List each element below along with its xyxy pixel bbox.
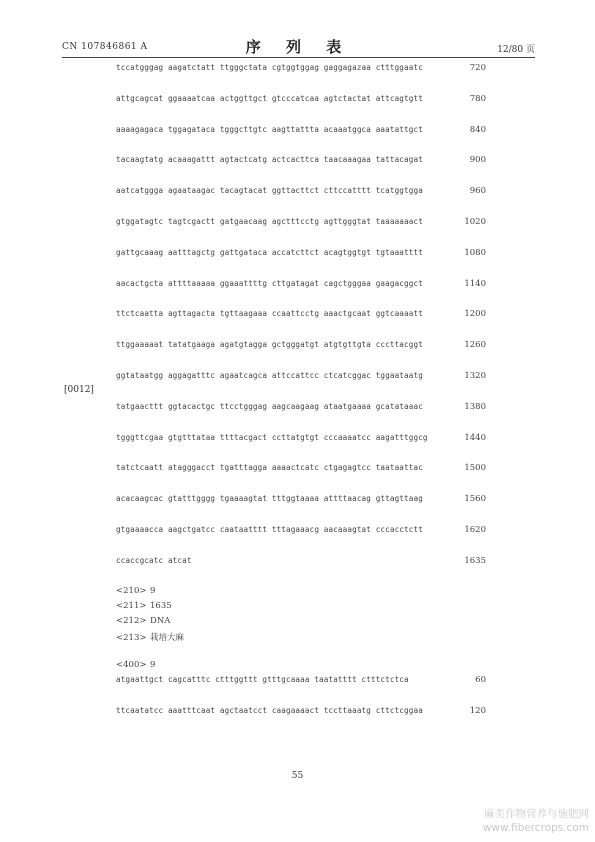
sequence-position: 1440 — [464, 432, 486, 443]
sequence-position: 60 — [475, 675, 486, 685]
sequence-text: attgcagcat ggaaaatcaa actggttgct gtcccatcaa agtctactat attcagtgtt — [116, 93, 423, 103]
sequence-text: aacactgcta attttaaaaa ggaaattttg cttgatagat cagctgggaa gaagacggct — [116, 278, 423, 288]
sequence-row — [116, 706, 486, 718]
meta-value: 9 — [150, 660, 156, 670]
sequence-text: aaaagagaca tggagataca tgggcttgtc aagttattta acaaatggca aaatattgct — [116, 124, 423, 134]
header-divider — [62, 57, 535, 58]
watermark — [483, 807, 589, 835]
sequence-row — [116, 155, 486, 167]
meta-tag: <211> — [116, 601, 147, 611]
sequence-position: 1620 — [464, 525, 486, 535]
meta-tag: <212> — [116, 616, 147, 626]
sequence-row — [116, 463, 486, 475]
meta-value: 1635 — [150, 601, 172, 611]
sequence-text: tatctcaatt atagggacct tgatttagga aaaactcatc ctgagagtcc taataattac — [116, 463, 423, 473]
sequence-position: 1380 — [464, 401, 486, 412]
meta-tag: <400> — [116, 660, 147, 670]
meta-row-210 — [116, 586, 155, 596]
sequence-text: ttcaatatcc aaatttcaat agctaatcct caagaaaact tccttaaatg cttctcggaa — [116, 706, 423, 715]
watermark-line-2: www.fibercrops.com — [482, 822, 589, 834]
sequence-position: 1140 — [464, 278, 486, 289]
sequence-row — [116, 433, 486, 445]
sequence-position: 1080 — [464, 247, 486, 258]
sequence-position: 960 — [469, 186, 486, 197]
sequence-position: 1260 — [464, 340, 486, 351]
sequence-position: 840 — [469, 124, 486, 135]
sequence-row — [116, 340, 486, 352]
sequence-row — [116, 63, 486, 75]
sequence-position: 900 — [469, 155, 486, 166]
sequence-row — [116, 309, 486, 321]
sequence-position: 780 — [469, 93, 486, 104]
meta-tag: <213> — [116, 633, 147, 643]
sequence-text: gtggatagtc tagtcgactt gatgaacaag agctttcctg agttgggtat taaaaaaact — [116, 217, 423, 226]
sequence-row — [116, 371, 486, 383]
sequence-text: aatcatggga agaataagac tacagtacat ggttacttct cttccatttt tcatggtgga — [116, 186, 423, 196]
page-counter: 12/80 页 — [497, 45, 535, 55]
sequence-row — [116, 186, 486, 198]
sequence-text: ttctcaatta agttagacta tgttaagaaa ccaattcctg aaactgcaat ggtcaaaatt — [116, 309, 423, 319]
sequence-position: 1635 — [464, 555, 486, 566]
sequence-row — [116, 279, 486, 291]
meta-value: 栽培大麻 — [150, 633, 185, 643]
sequence-position: 120 — [469, 706, 486, 716]
page-header — [62, 36, 535, 56]
sequence-text: tatgaacttt ggtacactgc ttcctgggag aagcaagaag ataatgaaaa gcatataaac — [116, 401, 423, 411]
sequence-row — [116, 402, 486, 414]
meta-value: 9 — [150, 586, 156, 596]
page-title: 序 列 表 — [245, 38, 352, 56]
sequence-text: tccatgggag aagatctatt ttgggctata cgtggtggag gaggagazaa ctttggaatc — [116, 63, 423, 72]
meta-tag: <210> — [116, 586, 147, 596]
page-number: 55 — [291, 771, 304, 781]
doc-number: CN 107846861 A — [62, 42, 148, 52]
sequence-text: ccaccgcatc atcat — [116, 555, 192, 565]
sequence-text: ggtataatgg aggagatttc agaatcagca attccattcc ctcatcggac tggaataatg — [116, 371, 423, 380]
sequence-row — [116, 125, 486, 137]
sequence-row — [116, 217, 486, 229]
meta-row-213 — [116, 631, 184, 643]
sequence-text: ttggaaaaat tatatgaaga agatgtagga gctgggatgt atgtgttgta cccttacggt — [116, 340, 423, 350]
sequence-text: tacaagtatg acaaagattt agtactcatg actcacttca taacaaagaa tattacagat — [116, 155, 423, 165]
sequence-text: gtgaaaacca aagctgatcc caataatttt tttagaaacg aacaaagtat cccacctctt — [116, 525, 423, 534]
sequence-position: 1200 — [464, 309, 486, 320]
sequence-text: acacaagcac gtatttgggg tgaaaagtat tttggtaaaa attttaacag gttagttaag — [116, 494, 423, 504]
sequence-position: 720 — [469, 63, 486, 73]
paragraph-tag: [0012] — [64, 385, 94, 395]
sequence-position: 1020 — [464, 217, 486, 227]
meta-row-211 — [116, 601, 172, 611]
sequence-row — [116, 94, 486, 106]
sequence-row — [116, 494, 486, 506]
meta-value: DNA — [150, 616, 171, 626]
sequence-position: 1560 — [464, 494, 486, 505]
sequence-position: 1500 — [464, 463, 486, 474]
sequence-row — [116, 675, 486, 687]
sequence-row — [116, 525, 486, 537]
sequence-position: 1320 — [464, 371, 486, 381]
sequence-row — [116, 556, 486, 568]
sequence-text: atgaattgct cagcatttc ctttggttt gtttgcaaaa taatatttt ctttctctca — [116, 675, 409, 684]
meta-row-400 — [116, 660, 155, 670]
sequence-row — [116, 248, 486, 260]
sequence-text: tgggttcgaa gtgtttataa ttttacgact ccttatgtgt cccaaaatcc aagatttggcg — [116, 432, 428, 442]
sequence-text: gattgcaaag aatttagctg gattgataca accatcttct acagtggtgt tgtaaatttt — [116, 247, 423, 257]
watermark-line-1: 麻类作物营养与施肥网 — [484, 808, 589, 820]
meta-row-212 — [116, 616, 170, 626]
